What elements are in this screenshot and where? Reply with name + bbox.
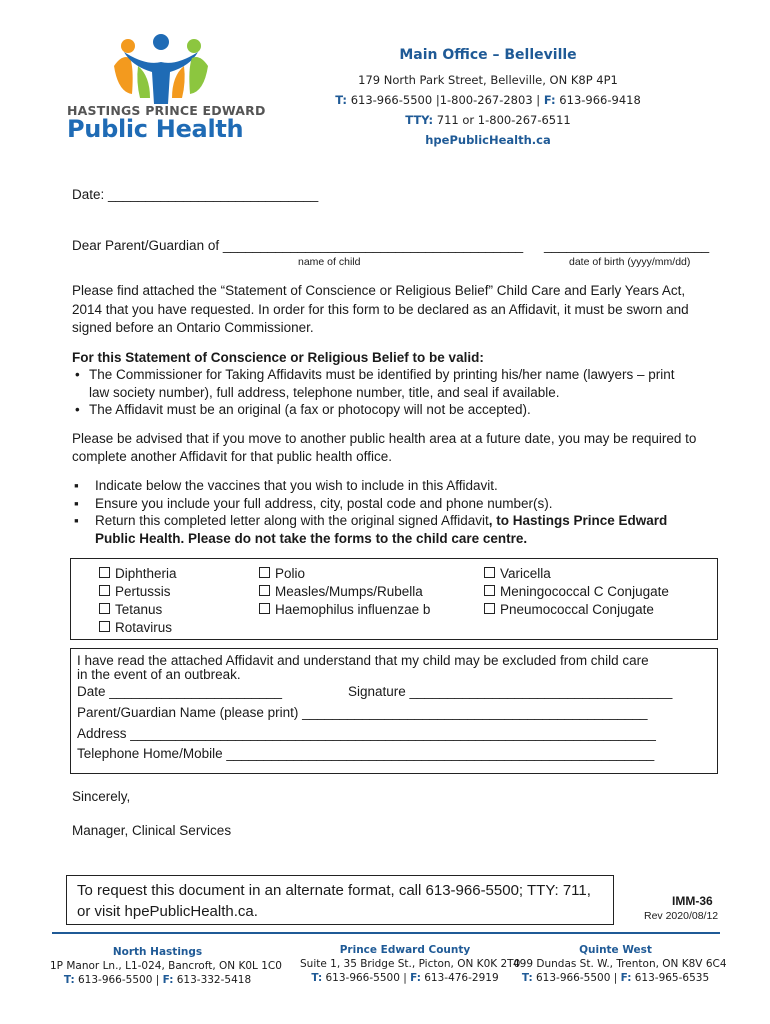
list-item-text: law society number), full address, telephone number, title, and seal if available. [89,384,560,400]
office-address: 499 Dundas St. W., Trenton, ON K8V 6C4 [513,958,727,970]
advisory-line: complete another Affidavit for that public health office. [72,449,392,464]
vaccine-option[interactable]: Polio [259,565,430,583]
intro-line: Please find attached the “Statement of Conscience or Religious Belief” Child Care and Early Years Act, [72,283,686,298]
office-name: Prince Edward County [339,944,471,956]
dob-field[interactable]: ______________________ [544,238,710,253]
office-website[interactable]: hpePublicHealth.ca [425,133,551,147]
return-text-bold: Public Health. Please do not take the forms to the child care centre. [95,530,528,546]
fax-label: F: [543,93,556,107]
vaccine-option[interactable]: Haemophilus influenzae b [259,601,430,619]
signer-title: Manager, Clinical Services [72,823,232,838]
vaccine-column-3 [484,565,669,619]
vaccine-option[interactable]: Pertussis [99,583,177,601]
vaccine-selection-box [70,558,718,640]
checkbox[interactable] [484,585,495,596]
vaccine-option[interactable]: Diphtheria [99,565,177,583]
consent-box [70,648,718,774]
list-item-text: • The Affidavit must be an original (a fax or photocopy will not be accepted). [89,402,531,417]
vaccine-option[interactable]: Rotavirus [99,619,177,637]
salutation-line[interactable]: Dear Parent/Guardian of ________________________________________ [72,238,524,253]
consent-text: in the event of an outbreak. [77,667,241,682]
list-item [72,366,732,401]
form-code: IMM-36 [672,894,713,908]
office-header [318,47,658,150]
checkbox[interactable] [484,603,495,614]
list-item-text: Ensure you include your full address, city, postal code and phone number(s). [95,495,553,511]
consent-date-field[interactable]: Date _______________________ [77,684,282,699]
alternate-format-box [66,875,614,925]
guardian-name-field[interactable]: Parent/Guardian Name (please print) ______________________________________________ [77,705,648,720]
return-text: Return this completed letter along with the original signed Affidavit [95,513,489,528]
list-item [72,401,732,419]
list-item-text: • The Commissioner for Taking Affidavits must be identified by printing his/her name (lawyers – print [89,367,675,382]
list-item-text: Indicate below the vaccines that you wish to include in this Affidavit. [95,478,498,493]
closing: Sincerely, [72,789,131,804]
list-item [72,512,732,547]
office-prince-edward-county: Prince Edward County Suite 1, 35 Bridge St., Picton, ON K0K 2T0 T: 613-966-5500 | F: 613-476-2919 [300,944,521,984]
advisory-paragraph [72,430,696,466]
vaccine-option[interactable]: Meningococcal C Conjugate [484,583,669,601]
office-address: 1P Manor Ln., L1-024, Bancroft, ON K0L 1C0 [50,960,282,972]
intro-paragraph [72,282,689,338]
vaccine-column-1 [99,565,177,637]
footer-divider [52,932,720,934]
logo-public-health: Public Health [67,115,244,143]
office-name: North Hastings [112,946,203,958]
tty-label: TTY: [405,113,434,127]
logo-org-name: HASTINGS PRINCE EDWARD [67,103,266,118]
date-field[interactable]: Date: ____________________________ [72,187,319,202]
checkbox[interactable] [99,603,110,614]
office-name: Quinte West [579,944,652,956]
validity-heading: For this Statement of Conscience or Religious Belief to be valid: [72,350,484,365]
intro-line: signed before an Ontario Commissioner. [72,320,314,335]
office-phone [318,90,658,110]
telephone-field[interactable]: Telephone Home/Mobile _________________________________________________________ [77,746,655,761]
address-field[interactable]: Address ______________________________________________________________________ [77,726,656,741]
checkbox[interactable] [259,603,270,614]
list-item [72,477,732,495]
phone-numbers: 613-966-5500 |1-800-267-2803 | [347,93,544,107]
fax-number: 613-966-9418 [555,93,641,107]
tty-number: 711 or 1-800-267-6511 [433,113,571,127]
office-title: Main Office – Belleville [399,47,577,63]
consent-text: I have read the attached Affidavit and understand that my child may be excluded from child care [77,653,649,668]
logo-figures-icon [66,32,256,112]
office-quinte-west: Quinte West 499 Dundas St. W., Trenton, ON K8V 6C4 T: 613-966-5500 | F: 613-965-6535 [513,944,727,984]
validity-list [72,366,732,419]
instructions-list [72,477,732,547]
return-text-bold: , to Hastings Prince Edward [488,513,668,528]
vaccine-option[interactable]: Tetanus [99,601,177,619]
checkbox[interactable] [259,585,270,596]
advisory-line: Please be advised that if you move to another public health area at a future date, you may be required to [72,431,697,446]
dob-caption: date of birth (yyyy/mm/dd) [569,256,691,268]
checkbox[interactable] [484,567,495,578]
office-tty [318,110,658,130]
vaccine-option[interactable]: Varicella [484,565,669,583]
phone-label: T: [335,93,348,107]
office-north-hastings: North Hastings 1P Manor Ln., L1-024, Bancroft, ON K0L 1C0 T: 613-966-5500 | F: 613-332-5418 [50,946,282,986]
signature-field[interactable]: Signature ___________________________________ [348,684,673,699]
vaccine-option[interactable]: Measles/Mumps/Rubella [259,583,430,601]
alternate-format-text: To request this document in an alternate format, call 613-966-5500; TTY: 711, [77,882,591,899]
office-address: Suite 1, 35 Bridge St., Picton, ON K0K 2T0 [300,958,521,970]
child-name-caption: name of child [298,256,361,268]
revision-date: Rev 2020/08/12 [644,910,719,922]
office-address: 179 North Park Street, Belleville, ON K8P 4P1 [358,73,618,87]
checkbox[interactable] [99,567,110,578]
intro-line: 2014 that you have requested. In order for this form to be declared as an Affidavit, it must be sworn and [72,301,689,317]
list-item [72,495,732,513]
checkbox[interactable] [259,567,270,578]
logo [66,32,266,147]
checkbox[interactable] [99,585,110,596]
alternate-format-text: or visit hpePublicHealth.ca. [77,903,258,920]
vaccine-column-2 [259,565,430,619]
vaccine-option[interactable]: Pneumococcal Conjugate [484,601,669,619]
checkbox[interactable] [99,621,110,632]
